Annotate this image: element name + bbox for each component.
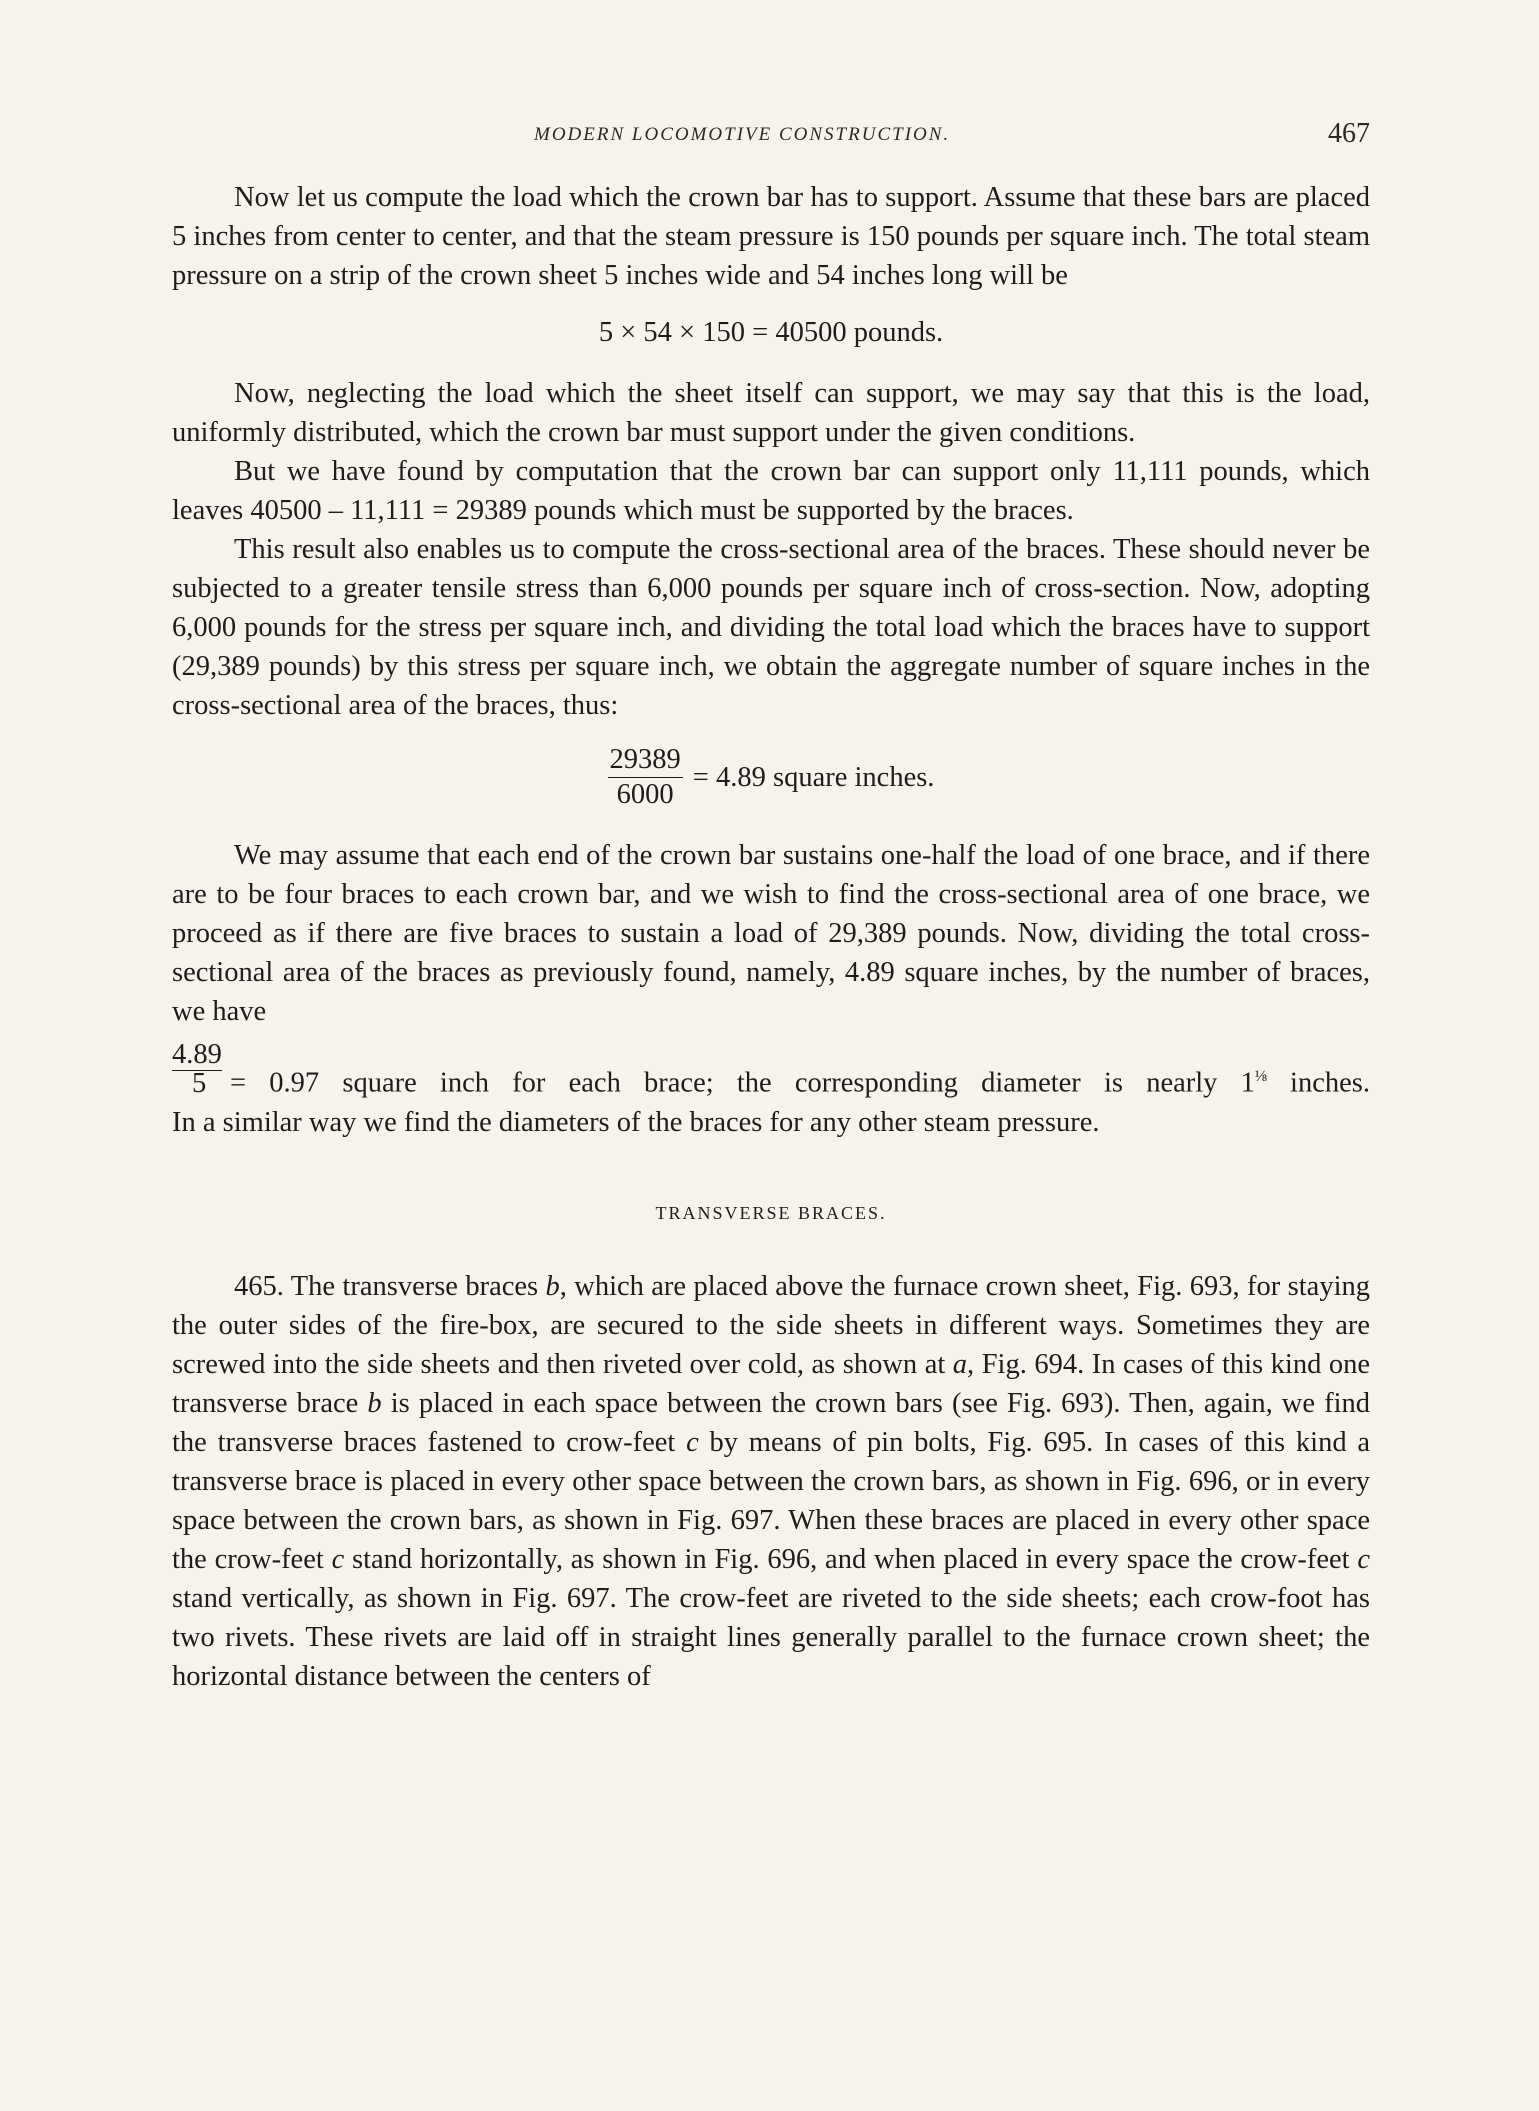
section-heading: TRANSVERSE BRACES. — [655, 1202, 887, 1223]
fraction-denominator: 6000 — [616, 779, 674, 810]
variable: b — [367, 1387, 382, 1419]
body-text — [172, 178, 1370, 1696]
text-run: , which are placed above the furnace crown sheet, Fig. 693, for staying the outer sides of the fire-box, are secured to the side sheets in different ways. Sometimes they are screwed into the side sheets and then riveted over cold, as shown at — [172, 1270, 1370, 1380]
variable: b — [545, 1270, 560, 1302]
paragraph: But we have found by computation that the crown bar can support only 11,111 pounds, which leaves 40500 – 11,111 = 29389 pounds which must be supported by the braces. — [172, 456, 1370, 526]
paragraph: Now, neglecting the load which the sheet itself can support, we may say that this is the load, uniformly distributed, which the crown bar must support under the given conditions. — [172, 378, 1370, 448]
fraction — [608, 743, 683, 812]
variable: a — [952, 1348, 968, 1380]
paragraph: This result also enables us to compute the cross-sectional area of the braces. These should never be subjected to a greater tensile stress than 6,000 pounds per square inch of cross-section. Now, adopting 6,000 pounds for the stress per square inch, and dividing the total load which the braces have to support (29,389 pounds) by this stress per square inch, we obtain the aggregate number of square inches in the cross-sectional area of the braces, thus: — [172, 534, 1370, 721]
fraction — [172, 1039, 222, 1100]
running-head: MODERN LOCOMOTIVE CONSTRUCTION. — [534, 124, 951, 145]
fraction-numerator: 29389 — [608, 743, 683, 778]
equation-brace-area — [172, 743, 1370, 812]
fraction-denominator: 5 — [172, 1070, 222, 1097]
paragraph: Now let us compute the load which the crown bar has to support. Assume that these bars are placed 5 inches from center to center, and that the steam pressure is 150 pounds per square inch. The total steam pressure on a strip of the crown sheet 5 inches wide and 54 inches long will be — [172, 182, 1370, 291]
equation-text-end: inches. — [1266, 1067, 1370, 1099]
paragraph-section-465 — [172, 1267, 1370, 1696]
text-run: , Fig. 694. In cases of this kind one transverse brace — [172, 1348, 1370, 1419]
text-run: 465. The transverse braces — [234, 1270, 546, 1302]
page-number: 467 — [1328, 118, 1370, 149]
equation-result: = 4.89 square inches. — [692, 762, 935, 793]
page-header — [172, 118, 1370, 158]
text-run: stand horizontally, as shown in Fig. 696, and when placed in every space the crow-feet — [344, 1543, 1358, 1575]
variable: c — [686, 1426, 699, 1458]
variable: c — [1357, 1543, 1370, 1575]
equation-per-brace — [172, 1035, 1370, 1103]
equation-steam-pressure: 5 × 54 × 150 = 40500 pounds. — [598, 317, 944, 348]
text-run: is placed in each space between the crown bars (see Fig. 693). Then, again, we find the transverse braces fastened to crow-feet — [172, 1387, 1370, 1458]
text-run: by means of pin bolts, Fig. 695. In cases of this kind a transverse brace is placed in every other space between the crown bars, as shown in Fig. 696, or in every space between the crown bars, as shown in Fig. 697. When these braces are placed in every other space the crow-feet — [172, 1426, 1370, 1575]
equation-text — [230, 1035, 1370, 1103]
paragraph: We may assume that each end of the crown bar sustains one-half the load of one brace, and if there are to be four braces to each crown bar, and we wish to find the cross-sectional area of one brace, we proceed as if there are five braces to sustain a load of 29,389 pounds. Now, dividing the total cross-sectional area of the braces as previously found, namely, 4.89 square inches, by the number of braces, we have — [172, 840, 1370, 1027]
variable: c — [331, 1543, 345, 1575]
fraction-numerator: 4.89 — [172, 1039, 222, 1071]
text-run: stand vertically, as shown in Fig. 697. The crow-feet are riveted to the side sheets; each crow-foot has two rivets. These rivets are laid off in straight lines generally parallel to the furnace crown sheet; the horizontal distance between the centers of — [172, 1582, 1370, 1692]
small-fraction: ⅛ — [1254, 1068, 1267, 1085]
paragraph: In a similar way we find the diameters of the braces for any other steam pressure. — [172, 1106, 1100, 1138]
equation-text-main: = 0.97 square inch for each brace; the corresponding diameter is nearly 1 — [230, 1067, 1255, 1099]
